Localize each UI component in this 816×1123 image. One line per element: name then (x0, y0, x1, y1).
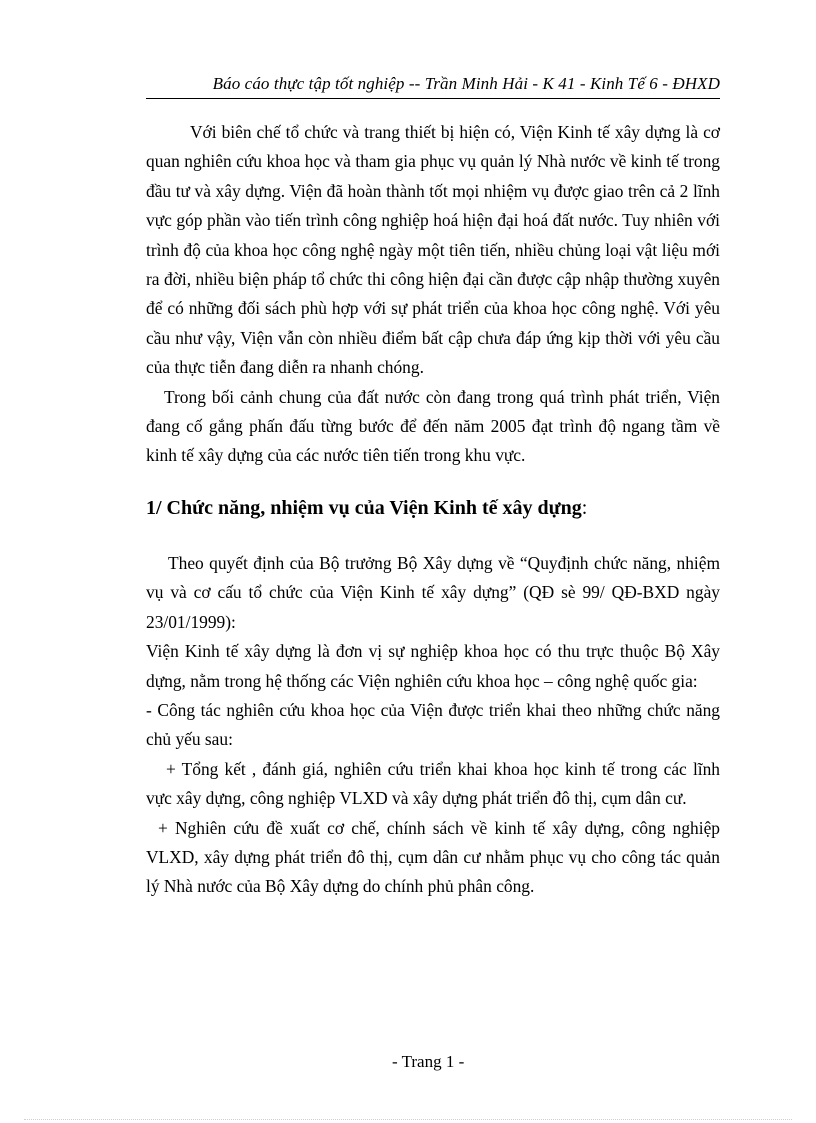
paragraph-intro: Với biên chế tổ chức và trang thiết bị hiện có, Viện Kinh tế xây dựng là cơ quan nghiên cứu khoa học và tham gia phục vụ quản lý Nhà nước về kinh tế trong đầu tư và xây dựng. Viện đã hoàn thành tốt mọi nhiệm vụ được giao trên cả 2 lĩnh vực góp phần vào tiến trình công nghiệp hoá hiện đại hoá đất nước. Tuy nhiên với trình độ của khoa học công nghệ ngày một tiên tiến, nhiều chủng loại vật liệu mới ra đời, nhiều biện pháp tổ chức thi công hiện đại cần được cập nhập thường xuyên để có những đối sách phù hợp với sự phát triển của khoa học công nghệ. Với yêu cầu như vậy, Viện vẫn còn nhiều điểm bất cập chưa đáp ứng kịp thời với yêu cầu của thực tiễn đang diễn ra nhanh chóng. (146, 122, 720, 378)
paragraph-functions-intro: - Công tác nghiên cứu khoa học của Viện được triển khai theo những chức năng chủ yếu sau: (146, 699, 720, 750)
page-header (146, 74, 720, 99)
section-heading-colon: : (581, 496, 588, 519)
section-heading-text: 1/ Chức năng, nhiệm vụ của Viện Kinh tế xây dựng (146, 496, 582, 519)
paragraph-decision: Theo quyết định của Bộ trưởng Bộ Xây dựng về “Quyđịnh chức năng, nhiệm vụ và cơ cấu tổ chức của Viện Kinh tế xây dựng” (QĐ sè 99/ QĐ-BXD ngày 23/01/1999): (146, 552, 720, 632)
list-item-function-1: + Tổng kết , đánh giá, nghiên cứu triển khai khoa học kinh tế trong các lĩnh vực xây dựng, công nghiệp VLXD và xây dựng phát triển đô thị, cụm dân cư. (146, 758, 720, 809)
page-bottom-divider (24, 1119, 792, 1120)
paragraph-institute: Viện Kinh tế xây dựng là đơn vị sự nghiệp khoa học có thu trực thuộc Bộ Xây dựng, nằm trong hệ thống các Viện nghiên cứu khoa học – công nghệ quốc gia: (146, 641, 720, 691)
page-number: - Trang 1 - (392, 1052, 465, 1071)
list-item-function-2: + Nghiên cứu đề xuất cơ chế, chính sách về kinh tế xây dựng, công nghiệp VLXD, xây dựng phát triển đô thị, cụm dân cư nhằm phục vụ cho công tác quản lý Nhà nước của Bộ Xây dựng do chính phủ phân công. (146, 817, 720, 897)
paragraph-context: Trong bối cảnh chung của đất nước còn đang trong quá trình phát triển, Viện đang cố gắng phấn đấu từng bước để đến năm 2005 đạt trình độ ngang tầm về kinh tế xây dựng của các nước tiên tiến trong khu vực. (146, 386, 720, 466)
document-body (146, 118, 720, 902)
header-text: Báo cáo thực tập tốt nghiệp -- Trần Minh Hải - K 41 - Kinh Tế 6 - ĐHXD (212, 74, 720, 93)
section-heading (146, 493, 720, 523)
